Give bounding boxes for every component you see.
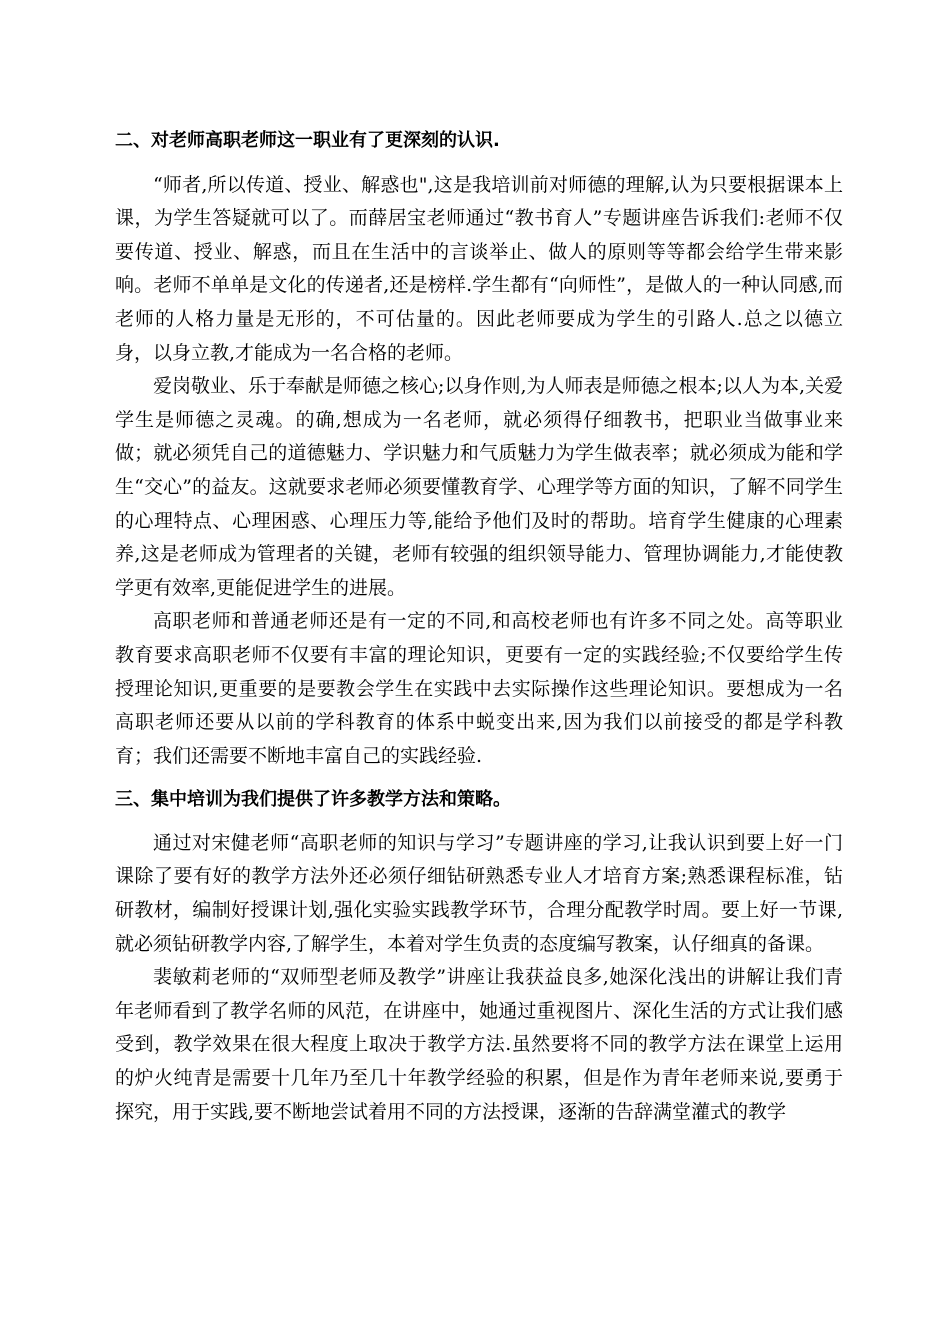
paragraph: 高职老师和普通老师还是有一定的不同,和高校老师也有许多不同之处。高等职业教育要求高职老师不仅要有丰富的理论知识，更要有一定的实践经验;不仅要给学生传授理论知识,更重要的是要教会学生在实践中去实际操作这些理论知识。要想成为一名高职老师还要从以前的学科教育的体系中蜕变出来,因为我们以前接受的都是学科教育；我们还需要不断地丰富自己的实践经验. (115, 610, 843, 767)
section-heading-3: 三、集中培训为我们提供了许多教学方法和策略。 (115, 789, 511, 811)
paragraph: “师者,所以传道、授业、解惑也",这是我培训前对师德的理解,认为只要根据课本上课，为学生答疑就可以了。而薛居宝老师通过“教书育人”专题讲座告诉我们:老师不仅要传道、授业、解惑，而且在生活中的言谈举止、做人的原则等等都会给学生带来影响。老师不单单是文化的传递者,还是榜样.学生都有“向师性”，是做人的一种认同感,而老师的人格力量是无形的，不可估量的。因此老师要成为学生的引路人.总之以德立身，以身立教,才能成为一名合格的老师。 (115, 173, 843, 364)
paragraph: 通过对宋健老师“高职老师的知识与学习”专题讲座的学习,让我认识到要上好一门课除了要有好的教学方法外还必须仔细钻研熟悉专业人才培育方案;熟悉课程标准，钻研教材，编制好授课计划,强化实验实践教学环节，合理分配教学时周。要上好一节课,就必须钻研教学内容,了解学生，本着对学生负责的态度编写教案，认仔细真的备课。 (115, 831, 843, 955)
paragraph: 爱岗敬业、乐于奉献是师德之核心;以身作则,为人师表是师德之根本;以人为本,关爱学生是师德之灵魂。的确,想成为一名老师，就必须得仔细教书，把职业当做事业来做；就必须凭自己的道德魅力、学识魅力和气质魅力为学生做表率；就必须成为能和学生“交心”的益友。这就要求老师必须要懂教育学、心理学等方面的知识，了解不同学生的心理特点、心理困惑、心理压力等,能给予他们及时的帮助。培育学生健康的心理素养,这是老师成为管理者的关键，老师有较强的组织领导能力、管理协调能力,才能使教学更有效率,更能促进学生的进展。 (115, 375, 843, 599)
paragraph: 裴敏莉老师的“双师型老师及教学”讲座让我获益良多,她深化浅出的讲解让我们青年老师看到了教学名师的风范，在讲座中，她通过重视图片、深化生活的方式让我们感受到，教学效果在很大程度上取决于教学方法.虽然要将不同的教学方法在课堂上运用的炉火纯青是需要十几年乃至几十年教学经验的积累，但是作为青年老师来说,要勇于探究，用于实践,要不断地尝试着用不同的方法授课，逐渐的告辞满堂灌式的教学 (115, 966, 843, 1123)
document-body (115, 124, 843, 1129)
section-heading-2: 二、对老师高职老师这一职业有了更深刻的认识. (115, 130, 500, 151)
